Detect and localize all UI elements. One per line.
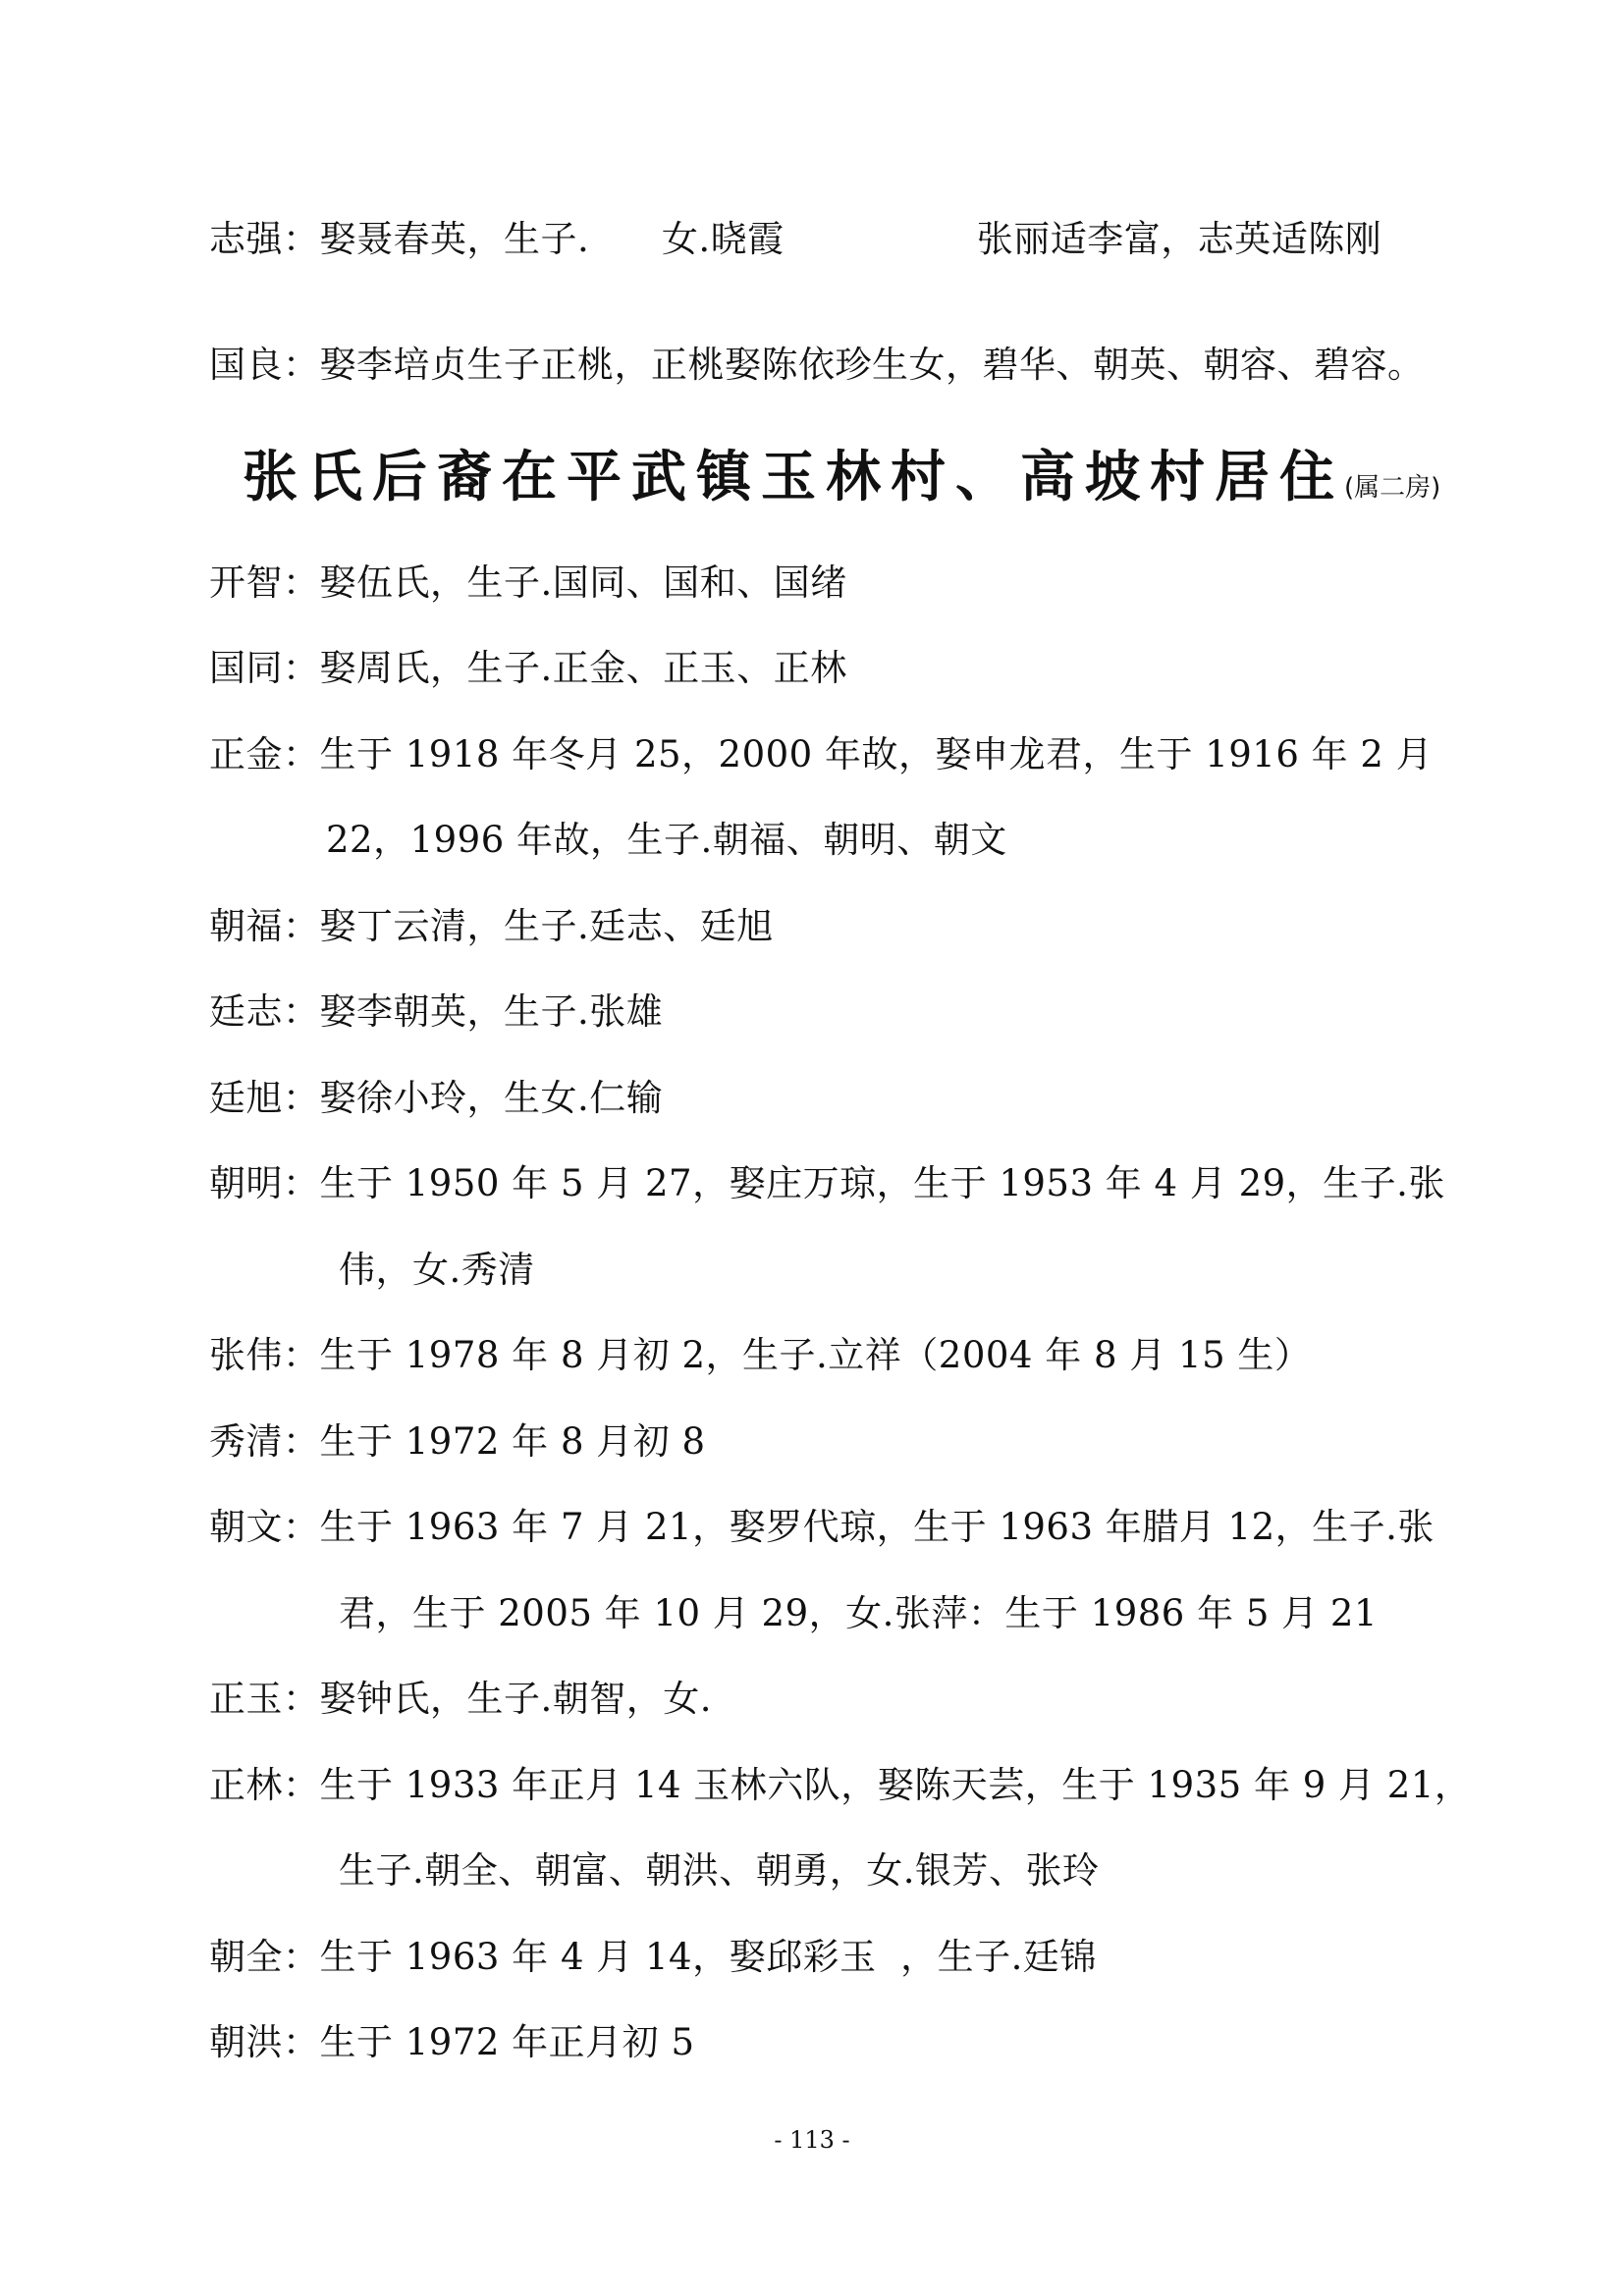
entry-line: 正林：生于 1933 年正月 14 玉林六队，娶陈天芸，生于 1935 年 9 月 21， [209,1764,1472,1806]
entry-line: 廷志：娶李朝英，生子.张雄 [209,990,664,1033]
entry-line: 廷旭：娶徐小玲，生女.仁输 [209,1077,664,1119]
section-title [243,447,1440,519]
text-line-zhiqiang: 志强：娶聂春英，生子. 女.晓霞 张丽适李富，志英适陈刚 [209,218,1382,260]
entry-line: 张伟：生于 1978 年 8 月初 2，生子.立祥（2004 年 8 月 15 生） [209,1334,1312,1376]
entry-line: 开智：娶伍氏，生子.国同、国和、国绪 [209,561,847,604]
entry-line: 秀清：生于 1972 年 8 月初 8 [209,1420,706,1463]
section-title-text: 张氏后裔在平武镇玉林村、高坡村居住 [243,446,1344,509]
entry-continuation-line: 生子.朝全、朝富、朝洪、朝勇，女.银芳、张玲 [339,1849,1100,1892]
entry-line: 朝全：生于 1963 年 4 月 14，娶邱彩玉 ，生子.廷锦 [209,1936,1097,1978]
page-number: - 113 - [774,2126,850,2154]
text-line-guoliang: 国良：娶李培贞生子正桃，正桃娶陈依珍生女，碧华、朝英、朝容、碧容。 [209,344,1425,386]
entry-line: 朝文：生于 1963 年 7 月 21，娶罗代琼，生于 1963 年腊月 12，生子.张 [209,1506,1435,1548]
entry-line: 朝福：娶丁云清，生子.廷志、廷旭 [209,905,774,947]
entry-continuation-line: 22，1996 年故，生子.朝福、朝明、朝文 [326,819,1007,861]
entry-line: 正金：生于 1918 年冬月 25，2000 年故，娶申龙君，生于 1916 年 2 月 [209,733,1434,775]
entry-continuation-line: 君，生于 2005 年 10 月 29，女.张萍：生于 1986 年 5 月 21 [339,1592,1378,1634]
entry-continuation-line: 伟，女.秀清 [339,1249,535,1291]
entry-line: 朝明：生于 1950 年 5 月 27，娶庄万琼，生于 1953 年 4 月 29，生子.张 [209,1162,1445,1204]
entry-line: 正玉：娶钟氏，生子.朝智，女. [209,1678,713,1720]
entry-line: 国同：娶周氏，生子.正金、正玉、正林 [209,647,847,689]
section-title-note: (属二房) [1344,473,1441,503]
entry-line: 朝洪：生于 1972 年正月初 5 [209,2021,695,2063]
